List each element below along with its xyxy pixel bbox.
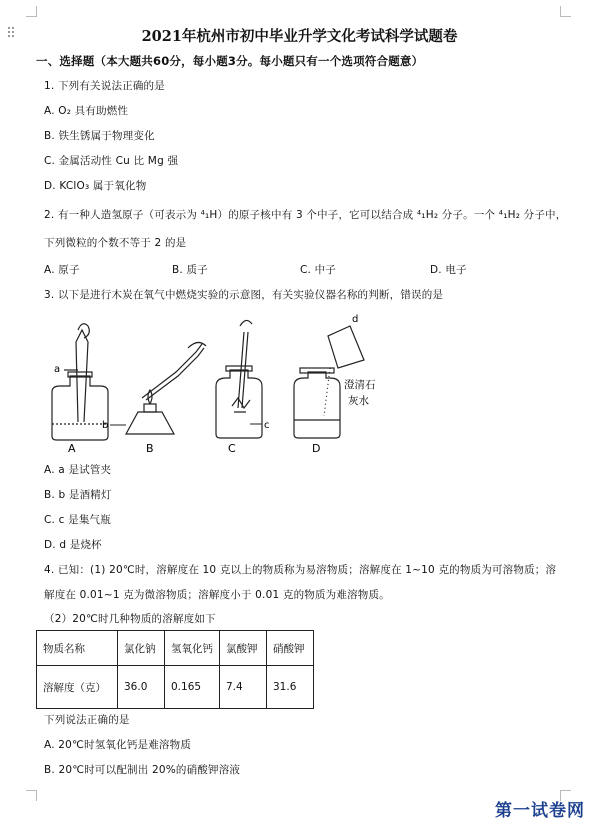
limewater-label-2: 灰水 (348, 395, 369, 407)
q1-option-c: C. 金属活动性 Cu 比 Mg 强 (44, 155, 179, 167)
caption-b: B (146, 442, 154, 455)
label-b: b (102, 420, 109, 431)
q2-stem-line2: 下列微粒的个数不等于 2 的是 (44, 237, 187, 249)
q2-option-c: C. 中子 (300, 264, 337, 276)
q4-option-b: B. 20℃时可以配制出 20%的硝酸钾溶液 (44, 764, 241, 776)
table-header-cell: 硝酸钾 (267, 631, 314, 666)
q3-option-b: B. b 是酒精灯 (44, 489, 112, 501)
table-header-cell: 物质名称 (37, 631, 118, 666)
label-c: c (264, 420, 270, 431)
table-header-cell: 氯化钠 (118, 631, 165, 666)
q4-option-a: A. 20℃时氢氧化钙是难溶物质 (44, 739, 192, 751)
table-row-label: 溶解度（克） (37, 666, 118, 709)
solubility-table (36, 630, 314, 709)
table-row (37, 666, 314, 709)
q1-option-a: A. O₂ 具有助燃性 (44, 105, 129, 117)
label-d: d (352, 314, 359, 325)
table-header-cell: 氢氧化钙 (165, 631, 220, 666)
apparatus-c (216, 320, 262, 438)
table-cell: 0.165 (165, 666, 220, 709)
apparatus-b (126, 342, 206, 434)
limewater-label-1: 澄清石 (344, 379, 376, 391)
caption-c: C (228, 442, 236, 455)
table-cell: 7.4 (220, 666, 267, 709)
q2-option-a: A. 原子 (44, 264, 80, 276)
table-header-cell: 氯酸钾 (220, 631, 267, 666)
caption-d: D (312, 442, 321, 455)
crop-mark-top-left (26, 6, 37, 17)
section-heading: 一、选择题（本大题共60分，每小题3分。每小题只有一个选项符合题意） (36, 54, 424, 68)
watermark-logo: 第一试卷网 (495, 801, 585, 821)
q1-option-d: D. KClO₃ 属于氧化物 (44, 180, 147, 192)
q3-stem: 3. 以下是进行木炭在氧气中燃烧实验的示意图，有关实验仪器名称的判断，错误的是 (44, 289, 444, 301)
q4-stem-line3: （2）20℃时几种物质的溶解度如下 (44, 613, 216, 625)
crop-mark-top-right (560, 6, 571, 17)
q2-option-b: B. 质子 (172, 264, 208, 276)
q3-apparatus-figure (38, 312, 408, 457)
apparatus-a (52, 324, 108, 440)
paper-title: 2021年杭州市初中毕业升学文化考试科学试题卷 (141, 28, 458, 45)
q4-stem-line2: 解度在 0.01~1 克为微溶物质；溶解度小于 0.01 克的物质为难溶物质。 (44, 589, 390, 601)
q4-stem2: 下列说法正确的是 (44, 714, 130, 726)
q1-stem: 1. 下列有关说法正确的是 (44, 80, 165, 92)
q3-option-c: C. c 是集气瓶 (44, 514, 111, 526)
label-a: a (54, 364, 61, 375)
table-cell: 31.6 (267, 666, 314, 709)
q2-stem-line1: 2. 有一种人造氢原子（可表示为 ⁴₁H）的原子核中有 3 个中子，它可以结合成 ⁴₁H₂ 分子。一个 ⁴₁H₂ 分子中， (44, 209, 567, 221)
caption-a: A (68, 442, 76, 455)
table-cell: 36.0 (118, 666, 165, 709)
q3-option-d: D. d 是烧杯 (44, 539, 102, 551)
q1-option-b: B. 铁生锈属于物理变化 (44, 130, 155, 142)
crop-mark-bottom-left (26, 790, 37, 801)
q3-option-a: A. a 是试管夹 (44, 464, 112, 476)
table-header-row (37, 631, 314, 666)
q2-option-d: D. 电子 (430, 264, 467, 276)
q4-stem-line1: 4. 已知：(1) 20℃时，溶解度在 10 克以上的物质称为易溶物质；溶解度在 1~10 克的物质为可溶物质；溶 (44, 564, 557, 576)
